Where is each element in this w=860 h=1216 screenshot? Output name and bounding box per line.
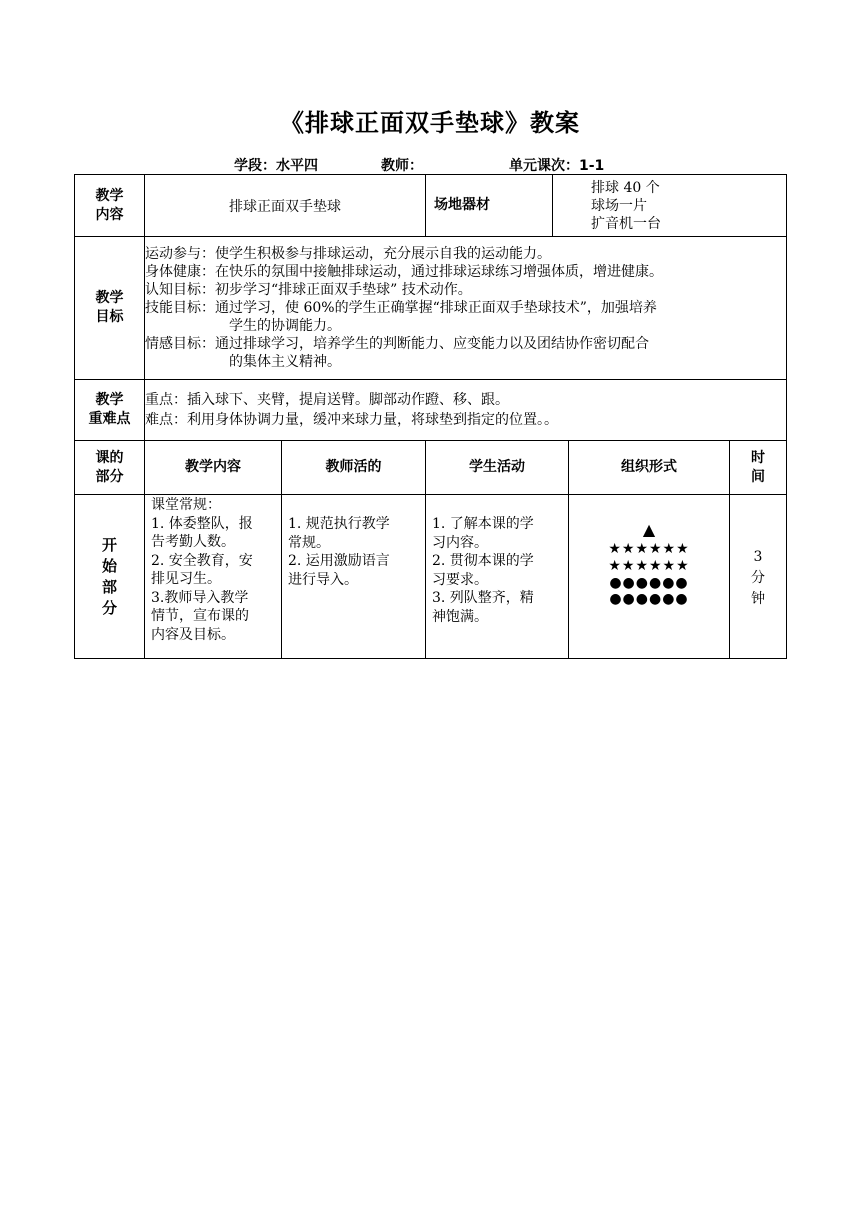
opening-student-cell xyxy=(426,495,569,659)
content-row xyxy=(75,175,787,237)
goals-header-line-1: 教学 xyxy=(95,290,124,306)
meta-stage: 学段：水平四 xyxy=(234,158,318,174)
keypoints-header-line-2: 重难点 xyxy=(88,411,131,427)
teacher-line: 2. 运用激励语言 xyxy=(288,553,390,569)
time-line: 分 xyxy=(751,570,765,586)
student-line: 习要求。 xyxy=(432,571,488,588)
venue-header-cell: 场地器材 xyxy=(426,175,553,237)
keypoints-header-line-1: 教学 xyxy=(95,392,124,408)
goal-line: 技能目标：通过学习，使 60%的学生正确掌握“排球正面双手垫球技术”，加强培养 xyxy=(145,300,657,316)
content-line: 内容及目标。 xyxy=(151,626,235,643)
keypoints-header-cell xyxy=(75,380,145,441)
col-header-part-line-2: 部分 xyxy=(95,468,124,485)
content-line: 情节，宣布课的 xyxy=(151,608,249,624)
goal-line: 的集体主义精神。 xyxy=(229,354,341,370)
keypoints-cell xyxy=(145,380,787,441)
opening-time-cell xyxy=(730,495,787,659)
goals-header-cell xyxy=(75,237,145,380)
opening-content-cell xyxy=(145,495,282,659)
content-header-cell xyxy=(75,175,145,237)
venue-items-cell xyxy=(553,175,787,237)
goals-header-line-2: 目标 xyxy=(95,309,124,325)
teacher-line: 常规。 xyxy=(288,534,330,551)
time-line: 钟 xyxy=(751,591,765,607)
student-line: 1. 了解本课的学 xyxy=(432,516,534,532)
student-line: 3. 列队整齐，精 xyxy=(432,590,534,606)
column-header-row xyxy=(75,441,787,495)
goals-cell xyxy=(145,237,787,380)
col-header-teacher: 教师活的 xyxy=(282,441,426,495)
col-header-student: 学生活动 xyxy=(426,441,569,495)
col-header-part-line-1: 课的 xyxy=(95,449,124,466)
content-line: 告考勤人数。 xyxy=(151,534,235,550)
meta-unit: 单元课次：1-1 xyxy=(509,158,605,174)
goal-line: 身体健康：在快乐的氛围中接触排球运动，通过排球运球练习增强体质，增进健康。 xyxy=(145,264,663,280)
part-char: 开 xyxy=(101,535,117,554)
teacher-line: 进行导入。 xyxy=(288,571,358,588)
col-header-organization: 组织形式 xyxy=(569,441,730,495)
student-star-row: ★★★★★★ xyxy=(608,541,690,557)
col-header-time-line-1: 时 xyxy=(751,449,765,466)
student-line: 神饱满。 xyxy=(432,608,488,625)
keypoint-line: 难点：利用身体协调力量，缓冲来球力量，将球垫到指定的位置。。 xyxy=(145,412,558,428)
venue-item: 扩音机一台 xyxy=(591,215,661,232)
goal-line: 学生的协调能力。 xyxy=(229,318,341,334)
student-dot-row: ●●●●●● xyxy=(609,591,689,607)
part-char: 分 xyxy=(101,598,117,617)
col-header-content: 教学内容 xyxy=(145,441,282,495)
meta-teacher: 教师： xyxy=(381,158,423,174)
opening-part-cell xyxy=(75,495,145,659)
content-line: 课堂常规： xyxy=(151,497,221,513)
goal-line: 运动参与：使学生积极参与排球运动，充分展示自我的运动能力。 xyxy=(145,246,551,262)
goal-line: 情感目标：通过排球学习，培养学生的判断能力、应变能力以及团结协作密切配合 xyxy=(145,336,649,352)
opening-section-row xyxy=(75,495,787,659)
time-line: 3 xyxy=(753,549,763,565)
content-line: 1. 体委整队，报 xyxy=(151,515,253,532)
venue-item: 排球 40 个 xyxy=(591,179,660,196)
student-dot-row: ●●●●●● xyxy=(609,575,689,591)
content-header-line-1: 教学 xyxy=(95,187,124,204)
col-header-time xyxy=(730,441,787,495)
content-header-line-2: 内容 xyxy=(95,206,124,223)
opening-organization-cell xyxy=(569,495,730,659)
teacher-line: 1. 规范执行教学 xyxy=(288,516,390,532)
col-header-time-line-2: 间 xyxy=(751,468,765,485)
keypoint-line: 重点：插入球下、夹臂，提肩送臂。脚部动作蹬、移、跟。 xyxy=(145,392,509,408)
keypoints-row xyxy=(75,380,787,441)
opening-teacher-cell xyxy=(282,495,426,659)
goal-line: 认知目标：初步学习“排球正面双手垫球” 技术动作。 xyxy=(145,282,472,298)
student-line: 习内容。 xyxy=(432,534,488,551)
content-line: 3.教师导入教学 xyxy=(151,589,249,606)
content-line: 2. 安全教育，安 xyxy=(151,552,253,569)
venue-item: 球场一片 xyxy=(591,197,647,214)
lesson-plan-table xyxy=(74,174,787,659)
student-line: 2. 贯彻本课的学 xyxy=(432,553,534,569)
teacher-position-triangle-icon: ▲ xyxy=(642,520,656,539)
document-title: 《排球正面双手垫球》教案 xyxy=(280,109,580,137)
student-star-row: ★★★★★★ xyxy=(608,558,690,574)
col-header-part xyxy=(75,441,145,495)
part-char: 部 xyxy=(101,577,117,596)
content-value-cell: 排球正面双手垫球 xyxy=(145,175,426,237)
part-char: 始 xyxy=(101,556,117,575)
content-line: 排见习生。 xyxy=(151,571,221,587)
goals-row xyxy=(75,237,787,380)
